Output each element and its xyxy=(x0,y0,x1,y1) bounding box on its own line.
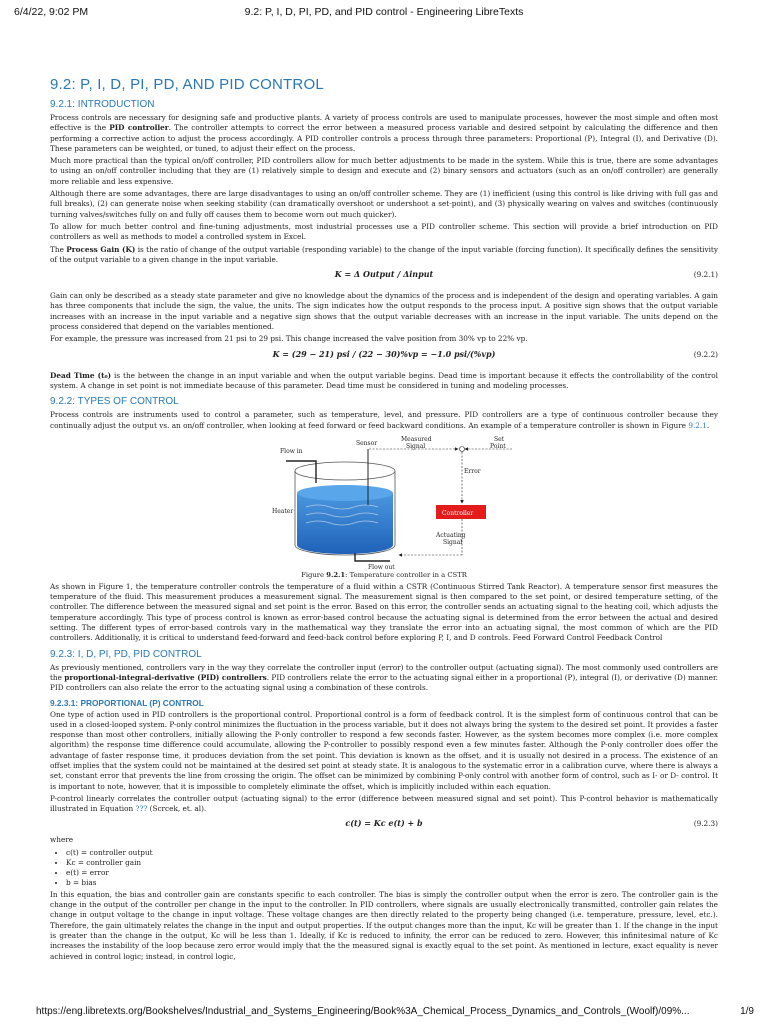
types-paragraph-1: Process controls are instruments used to control a parameter, such as temperature, level, and pressure. PID controllers are a type of continuous controller because they continually adjust the output vs. an on/off controller, when looking at feed forward or feed backward conditions. An example of a temperature controller is shown in Figure 9.2.1. xyxy=(50,410,718,430)
label-set-2: Point xyxy=(490,442,506,450)
gain-paragraph-3: For example, the pressure was increased from 21 psi to 29 psi. This change increased the valve position from 30% vp to 22% vp. xyxy=(50,334,528,344)
gain-paragraph-2: Gain can only be described as a steady state parameter and give no knowledge about the dynamics of the process and is independent of the design and operating variables. A gain has three components that include the sign, the value, the units. The sign indicates how the output responds to the process input. A positive sign shows that the output variable increases with an increase in the input variable and a negative sign shows that the output variable decreases with an increase in the input variable. The units depend on the process considered that depend on the variables mentioned. xyxy=(50,291,718,332)
label-actuating-2: Signal xyxy=(443,538,463,546)
label-measured-2: Signal xyxy=(406,442,426,450)
label-flow-out: Flow out xyxy=(368,563,395,571)
term-pid: proportional-integral-derivative (PID) controllers xyxy=(64,672,267,682)
term-pid-controller: PID controller xyxy=(109,123,169,133)
where-label: where xyxy=(50,835,74,845)
label-flow-in: Flow in xyxy=(280,447,303,455)
label-set-1: Set xyxy=(494,435,505,443)
intro-paragraph-4: To allow for much better control and fine-tuning adjustments, most industrial processes use a PID controller scheme. This section will provide a brief introduction on PID controllers as well as methods to model a controlled system in Excel. xyxy=(50,221,718,242)
types-paragraph-2: As shown in Figure 1, the temperature controller controls the temperature of a fluid within a CSTR (Continuous Stirred Tank Reactor). A temperature sensor first measures the temperature of the fluid. This measurement produces a measurement signal. The measurement signal is then compared to the set point, or desired temperature setting, of the controller. The difference between the measured signal and set point is the error. Based on this error, the controller sends an actuating signal to the heating coil, which adjusts the temperature accordingly. This type of process control is known as error-based control because the actuating signal is determined from the error between the actual and desired setting. The different types of error-based controls vary in the mathematical way they translate the error into an actuating signal, the most common of which are the PID controllers. Additionally, it is critical to understand feed-forward and feed-back control before exploring P, I, and D controls. Feed Forward Control Feedback Control xyxy=(50,581,718,643)
cstr-diagram xyxy=(50,433,718,571)
section-heading-introduction: 9.2.1: INTRODUCTION xyxy=(50,99,155,110)
comparator xyxy=(460,446,465,451)
equation-body: K = Δ Output / Δinput xyxy=(334,269,434,280)
print-date: 6/4/22, 9:02 PM xyxy=(14,6,89,18)
equation-number: (9.2.1) xyxy=(693,270,718,280)
label-sensor: Sensor xyxy=(356,439,378,447)
print-page-number: 1/9 xyxy=(740,1006,754,1017)
equation-body: K = (29 − 21) psi / (22 − 30)%vp = −1.0 psi/(%vp) xyxy=(272,348,496,359)
list-item: • Kc = controller gain xyxy=(66,858,718,868)
label-heater: Heater xyxy=(272,507,294,515)
print-title: 9.2: P, I, D, PI, PD, and PID control - Engineering LibreTexts xyxy=(244,6,524,18)
equation-9-2-2 xyxy=(50,347,718,369)
intro-paragraph-1: Process controls are necessary for designing safe and productive plants. A variety of process controls are used to manipulate processes, however the most simple and often most effective is the PID controller. The controller attempts to correct the error between a measured process variable and desired setpoint by calculating the difference and then performing a corrective action to adjust the process accordingly. A PID controller controls a process through three parameters: Proportional (P), Integral (I), and Derivative (D). These parameters can be weighted, or tuned, to adjust their effect on the process. xyxy=(50,113,719,153)
equation-body: c(t) = Kc e(t) + b xyxy=(345,818,423,829)
proportional-paragraph-1: One type of action used in PID controllers is the proportional control. Proportional control is a form of feedback control. It is the simplest form of continuous control that can be used in a closed-looped system. P-only control minimizes the fluctuation in the process variable, but it does not always bring the system to the desired set point. It provides a faster response than most other controllers, initially allowing the P-only controller to respond a few seconds faster. However, as the system becomes more complex (i.e. more complex algorithm) the response time difference could accumulate, allowing the P-controller to possibly respond even a few minutes faster. Although the P-only controller does offer the advantage of faster response time, it produces deviation from the set point. This deviation is known as the offset, and it is usually not desired in a process. The existence of an offset implies that the system could not be maintained at the desired set point at steady state. It is analogous to the systematic error in a calibration curve, where there is always a set, constant error that prevents the line from crossing the origin. The offset can be minimized by combining P-only control with another form of control, such as I- or D- control. It is important to note, however, that it is impossible to completely eliminate the offset, which is implicitly included within each equation. xyxy=(50,709,718,791)
term-dead-time: Dead Time (t₀) xyxy=(50,370,112,380)
label-controller: Controller xyxy=(442,509,474,517)
tank-fluid xyxy=(297,493,393,554)
list-item: • b = bias xyxy=(66,878,718,888)
pid-paragraph: As previously mentioned, controllers vary in the way they correlate the controller input (error) to the controller output (actuating signal). The most commonly used controllers are the proportional-integral-derivative (PID) controllers. PID controllers relate the error to the actuating signal either in a proportional (P), integral (I), or derivative (D) manner. PID controllers can also relate the error to the actuating signal using a combination of these controls. xyxy=(50,662,718,693)
dead-time-paragraph: Dead Time (t₀) is the between the change in an input variable and when the output variable begins. Dead time is important because it effects the controllability of the control system. A change in set point is not immediate because of this parameter. Dead time must be considered in tuning and modeling processes. xyxy=(50,370,718,390)
list-item: • e(t) = error xyxy=(66,868,718,878)
equation-link[interactable]: ??? xyxy=(135,804,148,814)
label-actuating-1: Actuating xyxy=(436,531,466,539)
figure-cstr-temperature-controller xyxy=(50,433,718,571)
article xyxy=(50,70,718,964)
equation-9-2-3 xyxy=(50,816,718,833)
intro-paragraph-2: Much more practical than the typical on/off controller, PID controllers allow for much better adjustments to be made in the system. While this is true, there are some advantages to using an on/off controller including that they are (1) relatively simple to design and execute and (2) binary sensors and actuators (such as an on/off controller) are generally more reliable and less expensive. xyxy=(50,156,718,186)
label-error: Error xyxy=(464,467,481,475)
subsection-heading-proportional: 9.2.3.1: PROPORTIONAL (P) CONTROL xyxy=(50,697,204,708)
definition-list xyxy=(50,848,718,888)
intro-paragraph-3: Although there are some advantages, there are large disadvantages to using an on/off controller scheme. They are (1) inefficient (using this control is like driving with full gas and full breaks), (2) can generate noise when seeking stability (can dramatically overshoot or undershoot a set-point), and (3) physically wearing on valves and switches (continuously turning valves/switches fully on and fully off causes them to become worn out much quicker). xyxy=(50,189,718,219)
browser-print-footer xyxy=(14,1006,754,1020)
equation-number: (9.2.3) xyxy=(693,819,718,829)
proportional-paragraph-2: P-control linearly correlates the controller output (actuating signal) to the error (difference between measured signal and set point). This P-control behavior is mathematically illustrated in Equation ??? (Scrcek, et. al). xyxy=(50,793,718,814)
section-heading-pid-control: 9.2.3: I, D, PI, PD, PID CONTROL xyxy=(50,648,202,660)
list-item: • c(t) = controller output xyxy=(66,848,718,858)
equation-9-2-1 xyxy=(50,267,718,289)
tank-rim xyxy=(295,462,395,480)
equation-number: (9.2.2) xyxy=(693,349,718,359)
page-title: 9.2: P, I, D, PI, PD, AND PID CONTROL xyxy=(50,76,324,93)
figure-caption: Figure 9.2.1: Temperature controller in a CSTR xyxy=(301,570,467,579)
print-url: https://eng.libretexts.org/Bookshelves/Industrial_and_Systems_Engineering/Book%3A_Chemical_Process_Dynamics_and_Controls_(Woolf)/09%... xyxy=(36,1006,690,1017)
label-measured-1: Measured xyxy=(401,435,432,443)
browser-print-header xyxy=(14,6,754,20)
term-process-gain: Process Gain (K) xyxy=(66,244,136,254)
proportional-paragraph-3: In this equation, the bias and controller gain are constants specific to each controller. The bias is simply the controller output when the error is zero. The controller gain is the change in the output of the controller per change in the input to the controller. In PID controllers, where signals are usually electronically transmitted, controller gain relates the change in output voltage to the change in input voltage. These voltage changes are then directly related to the property being changed (i.e. temperature, pressure, level, etc.). Therefore, the gain ultimately relates the change in the input and output properties. If the output changes more than the input, Kc will be greater than 1. If the change in the input is greater than the change in the output, Kc will be less than 1. Ideally, if Kc is reduced to infinity, the error can be reduced to zero. However, this infinitesimal nature of Kc increases the instability of the loop because zero error would imply that the the measured signal is exactly equal to the set point. As mentioned in lecture, exact equality is never achieved in control logic; instead, in control logic, xyxy=(50,889,718,961)
fluid-surface xyxy=(297,485,393,501)
figure-link[interactable]: 9.2.1 xyxy=(688,420,707,430)
gain-paragraph-1: The Process Gain (K) is the ratio of change of the output variable (responding variable) to the change of the input variable (forcing function). It specifically defines the sensitivity of the output variable to a given change in the input variable. xyxy=(50,244,718,264)
section-heading-types-of-control: 9.2.2: TYPES OF CONTROL xyxy=(50,396,179,408)
